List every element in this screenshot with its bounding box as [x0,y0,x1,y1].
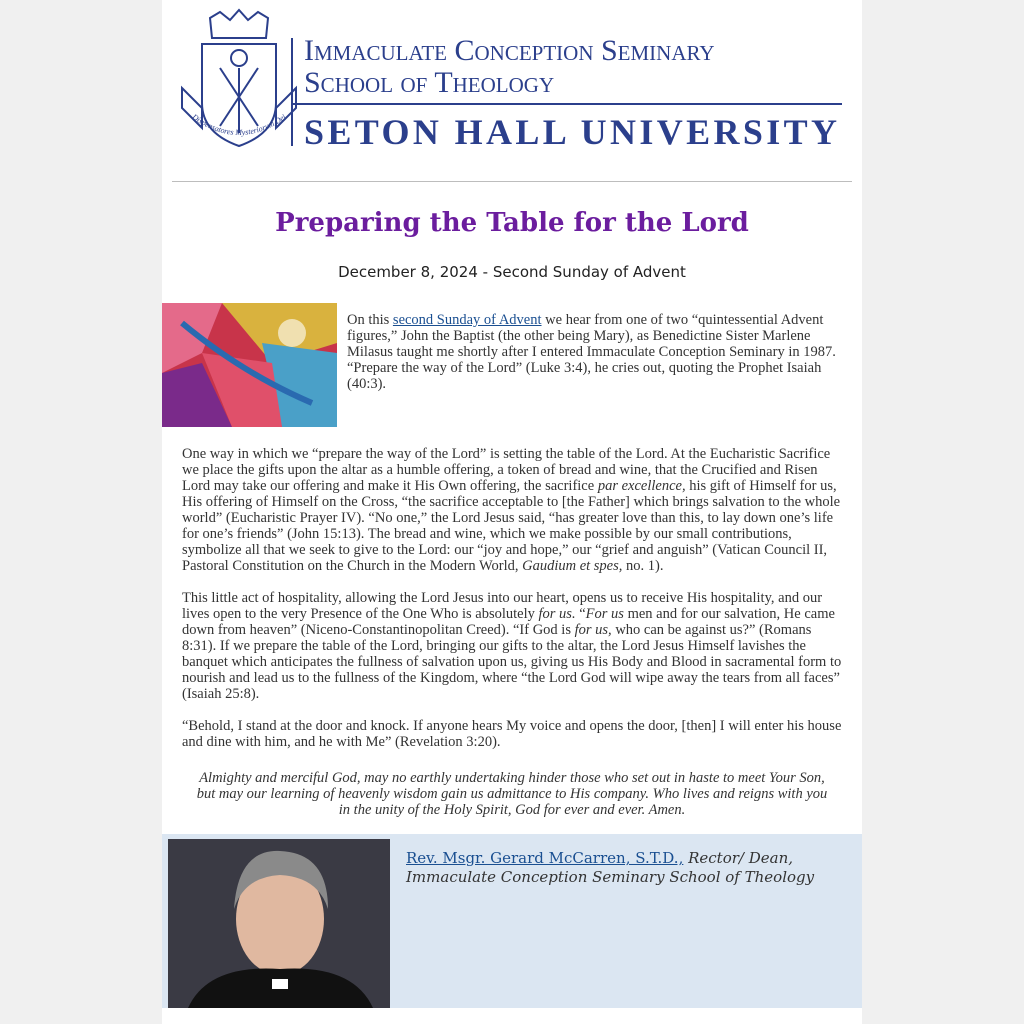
svg-text:SETON HALL UNIVERSITY: SETON HALL UNIVERSITY [304,112,840,150]
author-signature: Rev. Msgr. Gerard McCarren, S.T.D., Rector/ Dean, Immaculate Conception Seminary School of Theology [406,849,815,886]
crest-motto: Dispensatores Mysteriorum Dei [190,112,288,138]
reflection-body [182,0,842,818]
second-sunday-of-advent-link[interactable]: second Sunday of Advent [392,312,542,328]
page-title: Preparing the Table for the Lord [275,208,749,238]
author-footer [162,834,862,1008]
date-line: December 8, 2024 - Second Sunday of Advent [338,263,686,281]
intro-paragraph: On this second Sunday of Advent we hear from one of two “quintessential Advent figures,” John the Baptist (the other being Mary), as Benedictine Sister Marlene Milasus taught me shortly after I entered Immaculate Conception Seminary in 1987. “Prepare the way of the Lord” (Luke 3:4), he cries out, quoting the Prophet Isaiah (40:3). [347,312,836,392]
paragraph-1: One way in which we “prepare the way of the Lord” is setting the table of the Lord. At the Eucharistic Sacrifice we place the gifts upon the altar as a humble offering, a token of bread and wine, that the Crucified and Risen Lord may take our offering and make it His Own offering, the sacrifice par excellence, his gift of Himself for us, His offering of Himself on the Cross, “the sacrifice acceptable to [the Father] which brings salvation to the whole world” (Eucharistic Prayer IV). “No one,” the Lord Jesus said, “has greater love than this, to lay down one’s life for one’s friends” (John 15:13). The bread and wine, which we make possible by our small contributions, symbolize all that we seek to give to the Lord: our “joy and hope,” our “grief and anguish” (Vatican Council II, Pastoral Constitution on the Church in the Modern World, Gaudium et spes, no. 1). [182,446,841,574]
closing-prayer: Almighty and merciful God, may no earthly undertaking hinder those who set out in haste to meet Your Son, but may our learning of heavenly wisdom gain us admittance to His company. Who lives and reigns with you in the unity of the Holy Spirit, God for ever and ever. Amen. [196,770,828,818]
author-photo [168,839,390,1008]
paragraph-2: This little act of hospitality, allowing the Lord Jesus into our heart, opens us to receive His hospitality, and our lives open to the very Presence of the One Who is absolutely for us. “For us men and for our salvation, He came down from heaven” (Niceno-Constantinopolitan Creed). “If God is for us, who can be against us?” (Romans 8:31). If we prepare the table of the Lord, bringing our gifts to the altar, the Lord Jesus Himself lavishes the banquet which anticipates the fullness of salvation upon us, giving us His Body and Blood in sacramental form to nourish and lead us to the fullness of the Kingdom, where “the Lord God will wipe away the tears from all faces” (Isaiah 25:8). [182,590,842,702]
paragraph-3: “Behold, I stand at the door and knock. If anyone hears My voice and opens the door, [then] I will enter his house and dine with him, and he with Me” (Revelation 3:20). [182,718,842,750]
svg-text:School of Theology: School of Theology [304,66,555,99]
author-link[interactable]: Rev. Msgr. Gerard McCarren, S.T.D., [406,849,684,867]
svg-text:Immaculate Conception Seminary: Immaculate Conception Seminary [304,34,715,67]
email-content [162,0,862,1024]
